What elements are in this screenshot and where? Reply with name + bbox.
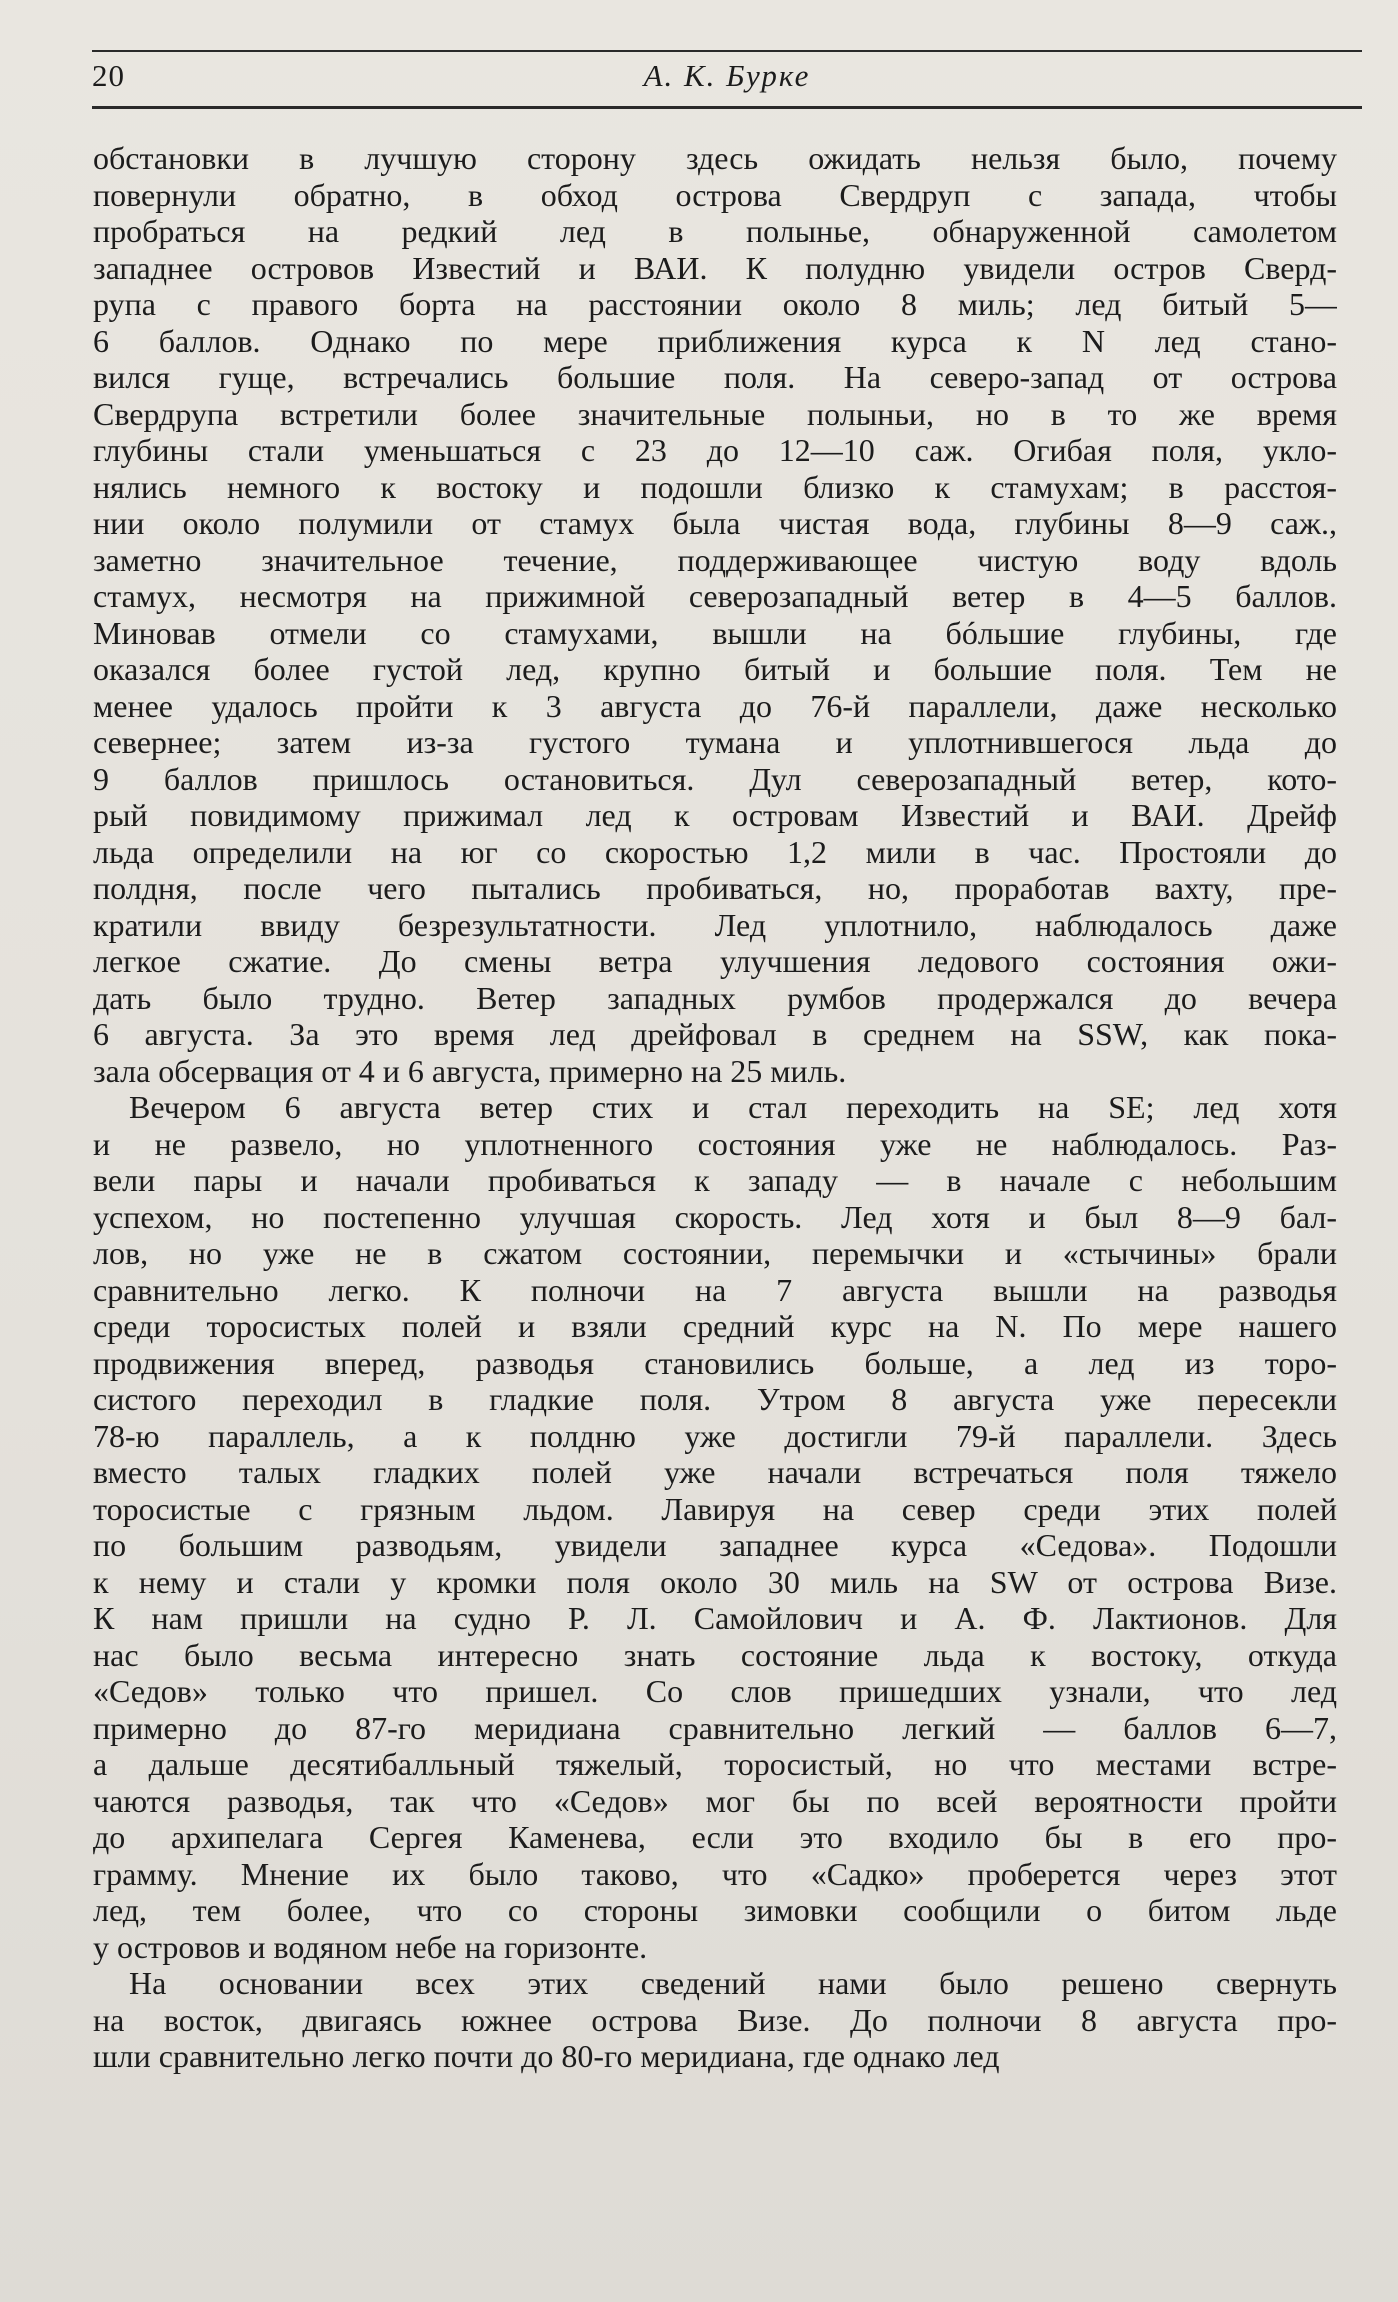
text-line: среди торосистых полей и взяли средний курс на N. По мере нашего: [93, 1308, 1337, 1344]
text-line: а дальше десятибалльный тяжелый, торосистый, но что местами встре-: [93, 1746, 1337, 1782]
text-line: полдня, после чего пытались пробиваться, но, проработав вахту, пре-: [93, 870, 1337, 906]
body-text: [93, 140, 1337, 2075]
text-line: на восток, двигаясь южнее острова Визе. До полночи 8 августа про-: [93, 2001, 1337, 2038]
text-line: Свердрупа встретили более значительные полыньи, но в то же время: [93, 395, 1337, 432]
text-line: вместо талых гладких полей уже начали встречаться поля тяжело: [93, 1454, 1337, 1490]
text-line: систого переходил в гладкие поля. Утром 8 августа уже пересекли: [93, 1381, 1337, 1417]
text-line: оказался более густой лед, крупно битый и большие поля. Тем не: [93, 651, 1337, 687]
text-line: дать было трудно. Ветер западных румбов продержался до вечера: [93, 979, 1337, 1016]
text-line: 9 баллов пришлось остановиться. Дул северозападный ветер, кото-: [93, 760, 1337, 797]
text-line: примерно до 87-го меридиана сравнительно легкий — баллов 6—7,: [93, 1709, 1337, 1746]
text-line: рупа с правого борта на расстоянии около 8 миль; лед битый 5—: [93, 286, 1337, 322]
header-top-rule: [92, 50, 1362, 52]
text-line: зала обсервация от 4 и 6 августа, примерно на 25 миль.: [93, 1052, 847, 1089]
text-line: легкое сжатие. До смены ветра улучшения ледового состояния ожи-: [93, 943, 1337, 979]
text-line: севернее; затем из-за густого тумана и уплотнившегося льда до: [93, 724, 1337, 760]
text-line: до архипелага Сергея Каменева, если это входило бы в его про-: [93, 1819, 1337, 1855]
header-bottom-rule: [92, 106, 1362, 109]
paragraph: [93, 140, 1337, 1089]
text-line: глубины стали уменьшаться с 23 до 12—10 саж. Огибая поля, укло-: [93, 432, 1337, 468]
text-line: Миновав отмели со стамухами, вышли на бóльшие глубины, где: [93, 614, 1337, 651]
text-line: На основании всех этих сведений нами было решено свернуть: [129, 1965, 1337, 2001]
text-line: К нам пришли на судно Р. Л. Самойлович и А. Ф. Лактионов. Для: [93, 1600, 1337, 1636]
text-line: «Седов» только что пришел. Со слов пришедших узнали, что лед: [93, 1673, 1337, 1709]
text-line: нялись немного к востоку и подошли близко к стамухам; в расстоя-: [93, 468, 1337, 505]
text-line: успехом, но постепенно улучшая скорость. Лед хотя и был 8—9 бал-: [93, 1198, 1337, 1235]
running-head: А. К. Бурке: [643, 58, 811, 93]
text-line: продвижения вперед, разводья становились больше, а лед из торо-: [93, 1344, 1337, 1381]
text-line: к нему и стали у кромки поля около 30 миль на SW от острова Визе.: [93, 1563, 1337, 1600]
page-header: [92, 54, 1362, 104]
text-line: вели пары и начали пробиваться к западу — в начале с небольшим: [93, 1162, 1337, 1198]
text-line: вился гуще, встречались большие поля. На северо-запад от острова: [93, 359, 1337, 395]
text-line: у островов и водяном небе на горизонте.: [93, 1928, 648, 1965]
text-line: Вечером 6 августа ветер стих и стал переходить на SE; лед хотя: [129, 1089, 1337, 1125]
text-line: льда определили на юг со скоростью 1,2 мили в час. Простояли до: [93, 833, 1337, 870]
text-line: нас было весьма интересно знать состояние льда к востоку, откуда: [93, 1636, 1337, 1673]
text-line: повернули обратно, в обход острова Свердруп с запада, чтобы: [93, 176, 1337, 213]
text-line: сравнительно легко. К полночи на 7 августа вышли на разводья: [93, 1271, 1337, 1308]
text-line: пробраться на редкий лед в полынье, обнаруженной самолетом: [93, 213, 1337, 249]
text-line: западнее островов Известий и ВАИ. К полудню увидели остров Сверд-: [93, 249, 1337, 286]
text-line: по большим разводьям, увидели западнее курса «Седова». Подошли: [93, 1527, 1337, 1563]
text-line: и не развело, но уплотненного состояния уже не наблюдалось. Раз-: [93, 1125, 1337, 1162]
text-line: чаются разводья, так что «Седов» мог бы по всей вероятности пройти: [93, 1782, 1337, 1819]
text-line: менее удалось пройти к 3 августа до 76-й параллели, даже несколько: [93, 687, 1337, 724]
text-line: лов, но уже не в сжатом состоянии, перемычки и «стычины» брали: [93, 1235, 1337, 1271]
text-line: 6 баллов. Однако по мере приближения курса к N лед стано-: [93, 322, 1337, 359]
page-number: 20: [92, 58, 125, 93]
text-line: шли сравнительно легко почти до 80-го меридиана, где однако лед: [93, 2038, 1000, 2074]
paragraph: [93, 1965, 1337, 2075]
text-line: 6 августа. За это время лед дрейфовал в среднем на SSW, как пока-: [93, 1016, 1337, 1052]
text-line: стамух, несмотря на прижимной северозападный ветер в 4—5 баллов.: [93, 578, 1337, 614]
text-line: заметно значительное течение, поддерживающее чистую воду вдоль: [93, 541, 1337, 578]
text-line: нии около полумили от стамух была чистая вода, глубины 8—9 саж.,: [93, 505, 1337, 541]
text-line: лед, тем более, что со стороны зимовки сообщили о битом льде: [93, 1892, 1337, 1928]
text-line: торосистые с грязным льдом. Лавируя на север среди этих полей: [93, 1490, 1337, 1527]
text-line: кратили ввиду безрезультатности. Лед уплотнило, наблюдалось даже: [93, 906, 1337, 943]
text-line: обстановки в лучшую сторону здесь ожидать нельзя было, почему: [93, 140, 1337, 176]
paragraph: [93, 1089, 1337, 1965]
text-line: грамму. Мнение их было таково, что «Садко» проберется через этот: [93, 1855, 1337, 1892]
text-line: рый повидимому прижимал лед к островам Известий и ВАИ. Дрейф: [93, 797, 1337, 833]
text-line: 78-ю параллель, а к полдню уже достигли 79-й параллели. Здесь: [93, 1417, 1337, 1454]
